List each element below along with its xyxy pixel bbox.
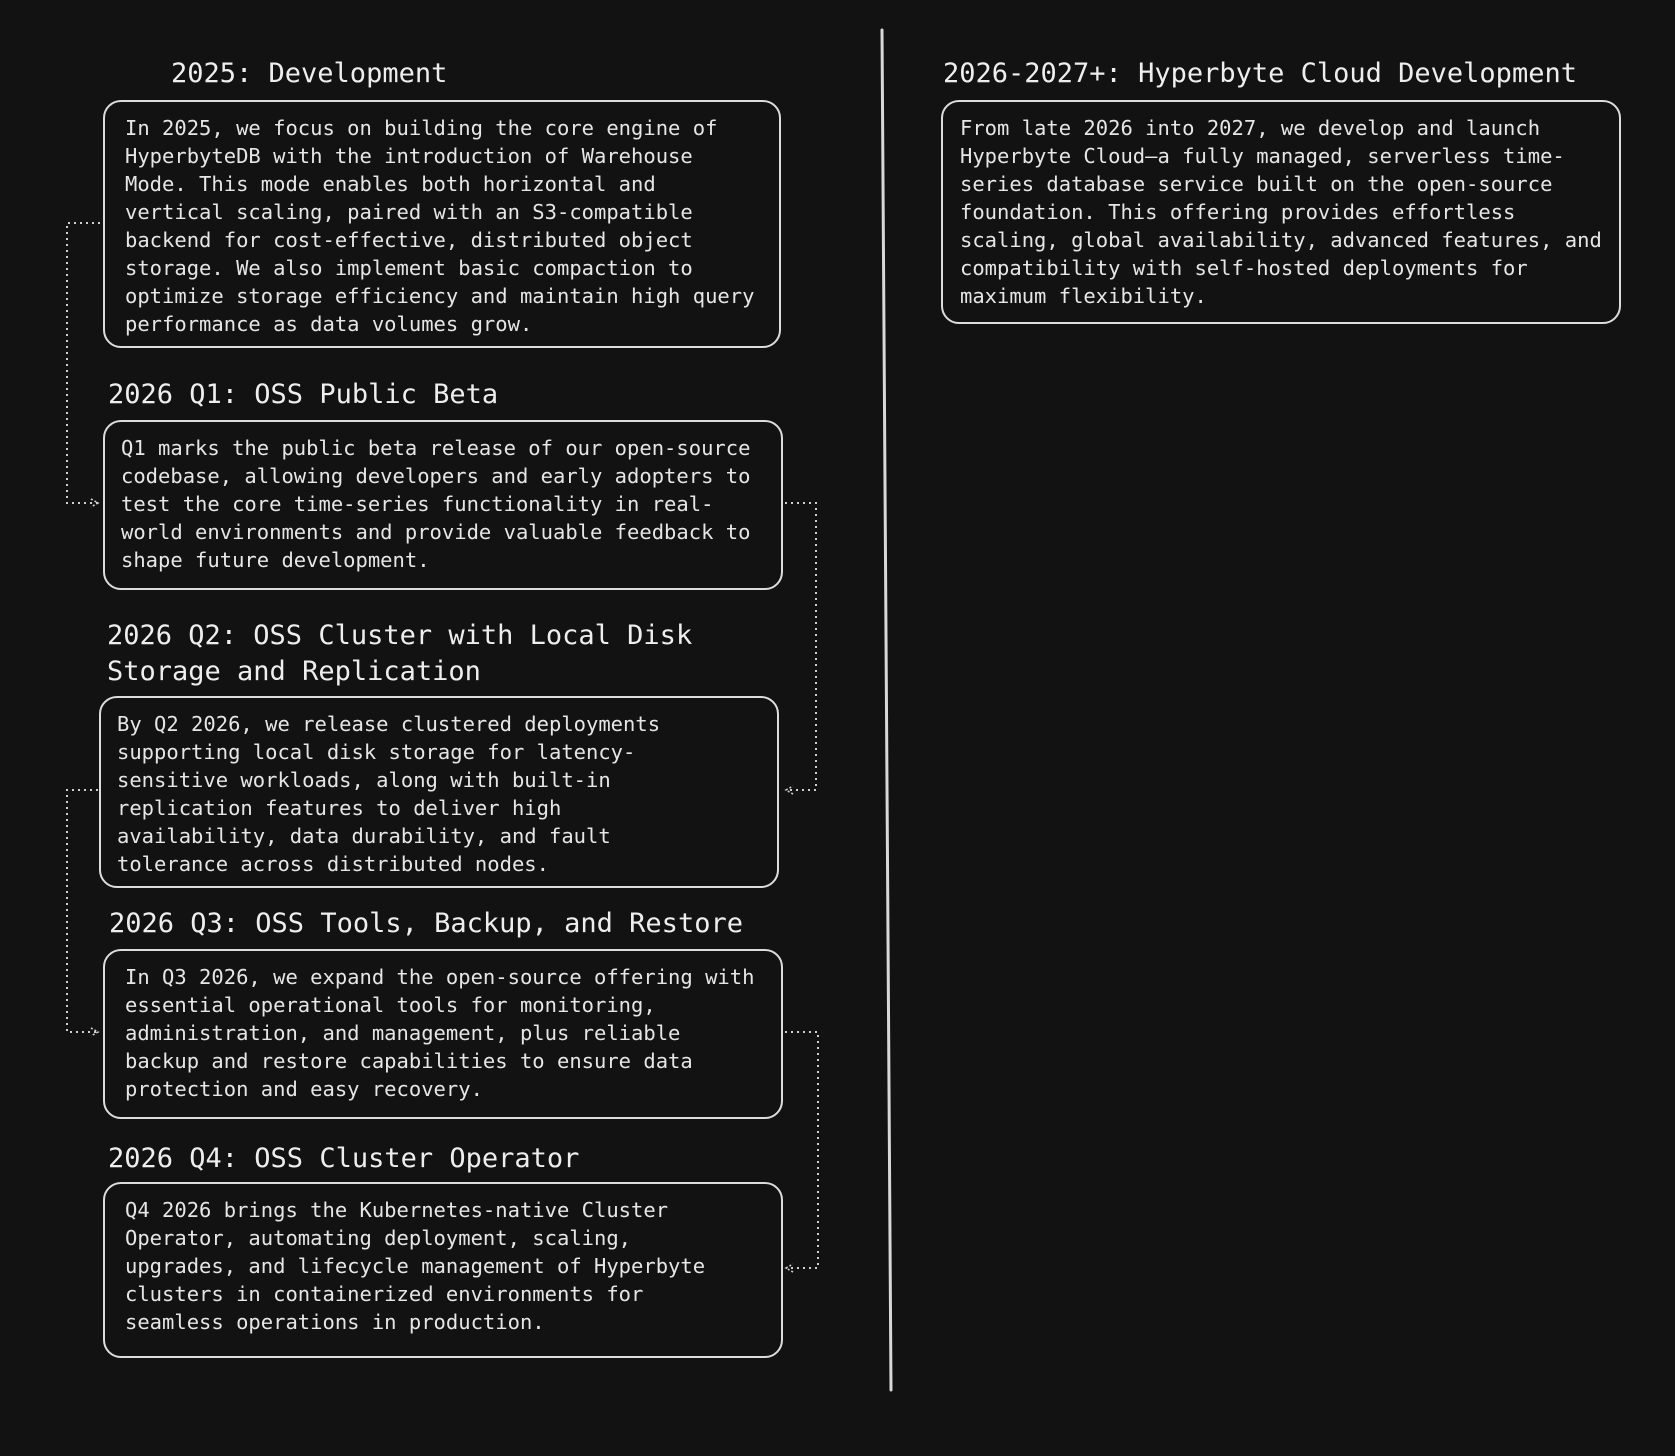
phase-box-2026-q1 — [103, 420, 783, 590]
phase-text-2026-q2: By Q2 2026, we release clustered deployments supporting local disk storage for latency-sensitive workloads, along with built-in replication features to deliver high availability, data durability, and fault tolerance across distributed nodes. — [117, 712, 661, 876]
phase-text-2026-q1: Q1 marks the public beta release of our open-source codebase, allowing developers and early adopters to test the core time-series functionality in real-world environments and provide valuable feedback to shape future development. — [121, 436, 751, 572]
phase-title-2025: 2025: Development — [171, 58, 448, 89]
connector-arrow-q3-q4 — [785, 1032, 818, 1268]
column-divider — [882, 30, 891, 1390]
phase-box-2026-q2 — [99, 696, 779, 888]
phase-text-2025: In 2025, we focus on building the core engine of HyperbyteDB with the introduction of Warehouse Mode. This mode enables both horizontal and vertical scaling, paired with an S3-compatible backend for cost-effective, distributed object storage. We also implement basic compaction to optimize storage efficiency and maintain high query performance as data volumes grow. — [125, 116, 755, 336]
connector-arrow-2025-q1 — [67, 223, 100, 503]
phase-title-2026-q3: 2026 Q3: OSS Tools, Backup, and Restore — [109, 908, 743, 939]
phase-box-2025 — [103, 100, 781, 348]
phase-title-2026-q2: 2026 Q2: OSS Cluster with Local Disk Storage and Replication — [107, 620, 693, 687]
phase-box-2026-q3 — [103, 949, 783, 1119]
phase-box-2026-q4 — [103, 1182, 783, 1358]
phase-text-2026-q4: Q4 2026 brings the Kubernetes-native Cluster Operator, automating deployment, scaling, upgrades, and lifecycle management of Hyperbyte clusters in containerized environments for seamless operations in production. — [125, 1198, 706, 1334]
connector-arrow-q1-q2 — [785, 503, 816, 790]
phase-title-2026-q1: 2026 Q1: OSS Public Beta — [108, 379, 499, 410]
phase-title-2026-2027-cloud: 2026-2027+: Hyperbyte Cloud Development — [943, 58, 1577, 89]
connector-arrow-q2-q3 — [67, 790, 98, 1032]
phase-text-2026-2027-cloud: From late 2026 into 2027, we develop and launch Hyperbyte Cloud—a fully managed, serverless time-series database service built on the open-source foundation. This offering provides effortless scaling, global availability, advanced features, and compatibility with self-hosted deployments for maximum flexibility. — [960, 116, 1602, 308]
phase-text-2026-q3: In Q3 2026, we expand the open-source offering with essential operational tools for monitoring, administration, and management, plus reliable backup and restore capabilities to ensure data protection and easy recovery. — [125, 965, 755, 1101]
phase-box-2026-2027-cloud — [941, 100, 1621, 324]
phase-title-2026-q4: 2026 Q4: OSS Cluster Operator — [108, 1143, 580, 1174]
